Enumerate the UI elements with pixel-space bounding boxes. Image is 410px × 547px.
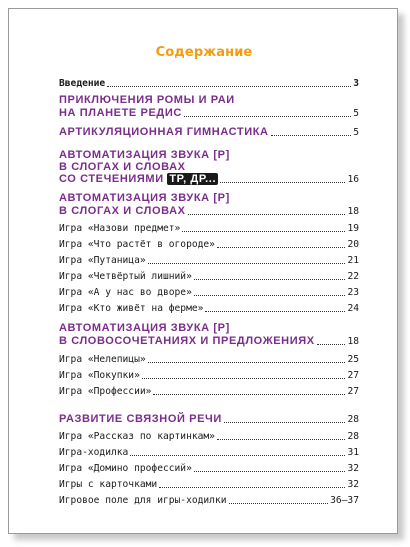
toc-entry <box>59 428 359 443</box>
section-heading-row <box>59 171 359 186</box>
section-heading: В СЛОВОСОЧЕТАНИЯХ И ПРЕДЛОЖЕНИЯХ <box>59 335 315 347</box>
toc-entry <box>59 268 359 283</box>
toc-entry-page: 22 <box>347 271 359 282</box>
section-heading: В СЛОГАХ И СЛОВАХ <box>59 161 186 173</box>
toc-entry <box>59 444 359 459</box>
toc-entry <box>59 351 359 366</box>
dot-leader <box>184 116 351 117</box>
section-heading-text: СО СТЕЧЕНИЯМИ <box>59 173 164 185</box>
dot-leader <box>205 311 345 312</box>
dot-leader <box>142 378 346 379</box>
toc-entry-page: 27 <box>347 386 359 397</box>
dot-leader <box>194 279 346 280</box>
section-heading: РАЗВИТИЕ СВЯЗНОЙ РЕЧИ <box>59 413 222 425</box>
toc-entry-page: 27 <box>347 370 359 381</box>
toc-entry-page: 36—37 <box>330 495 359 506</box>
dot-leader <box>271 135 352 136</box>
toc-entry <box>59 236 359 251</box>
toc-entry-label: Игровое поле для игры-ходилки <box>59 495 227 506</box>
dot-leader <box>217 439 345 440</box>
section-heading: АВТОМАТИЗАЦИЯ ЗВУКА [Р] <box>59 192 230 204</box>
toc-entry <box>59 220 359 235</box>
toc-entry <box>59 492 359 507</box>
toc-page <box>8 8 398 534</box>
toc-entry <box>59 476 359 491</box>
toc-entry <box>59 460 359 475</box>
section-heading <box>59 173 218 186</box>
dot-leader <box>317 344 346 345</box>
toc-entry-label: Игра «Путаница» <box>59 255 146 266</box>
toc-entry-page: 31 <box>347 447 359 458</box>
dot-leader <box>107 86 351 87</box>
dot-leader <box>188 214 346 215</box>
section-heading: АВТОМАТИЗАЦИЯ ЗВУКА [Р] <box>59 322 230 334</box>
toc-entry-label: Игра «Кто живёт на ферме» <box>59 303 204 314</box>
toc-entry-page: 28 <box>347 414 359 425</box>
toc-entry <box>59 300 359 315</box>
toc-title: Содержание <box>155 45 253 60</box>
toc-entry-label: Игра «Что растёт в огороде» <box>59 239 215 250</box>
toc-entry-page: 18 <box>347 336 359 347</box>
toc-entry-label: Игра «Четвёртый лишний» <box>59 271 192 282</box>
toc-entry-page: 28 <box>347 431 359 442</box>
toc-entry-label: Игра «Домино профессий» <box>59 463 192 474</box>
highlight-label: ТР, ДР... <box>169 173 217 185</box>
toc-entry-page: 24 <box>347 303 359 314</box>
dot-leader <box>159 487 345 488</box>
section-heading-row <box>59 411 359 426</box>
toc-entry-label: Игра «Профессии» <box>59 386 152 397</box>
toc-entry <box>59 383 359 398</box>
toc-entry-label: Введение <box>59 78 106 89</box>
toc-entry-page: 16 <box>347 174 359 185</box>
toc-entry-label: Игра «Нелепицы» <box>59 354 146 365</box>
toc-entry-page: 3 <box>353 78 359 89</box>
dot-leader <box>224 422 346 423</box>
toc-entry <box>59 252 359 267</box>
toc-entry-label: Игра «Покупки» <box>59 370 140 381</box>
section-heading-row <box>59 333 359 348</box>
toc-entry-page: 19 <box>347 223 359 234</box>
dot-leader <box>194 471 346 472</box>
dot-leader <box>194 295 346 296</box>
dot-leader <box>130 455 345 456</box>
dot-leader <box>229 503 329 504</box>
toc-entry-page: 32 <box>347 463 359 474</box>
toc-entry <box>59 367 359 382</box>
section-heading: АВТОМАТИЗАЦИЯ ЗВУКА [Р] <box>59 149 230 161</box>
toc-entry-page: 5 <box>353 127 359 138</box>
section-heading-row <box>59 203 359 218</box>
toc-entry-page: 5 <box>353 108 359 119</box>
section-heading: В СЛОГАХ И СЛОВАХ <box>59 205 186 217</box>
toc-entry-intro <box>59 75 359 90</box>
dot-leader <box>182 231 345 232</box>
toc-entry-page: 20 <box>347 239 359 250</box>
dot-leader <box>220 182 345 183</box>
toc-entry-label: Игра-ходилка <box>59 447 129 458</box>
dot-leader <box>148 362 346 363</box>
toc-entry <box>59 284 359 299</box>
section-heading: АРТИКУЛЯЦИОННАЯ ГИМНАСТИКА <box>59 126 269 138</box>
toc-entry-page: 21 <box>347 255 359 266</box>
toc-entry-label: Игры с карточками <box>59 479 158 490</box>
dot-leader <box>148 263 346 264</box>
toc-entry-page: 25 <box>347 354 359 365</box>
section-heading: НА ПЛАНЕТЕ РЕДИС <box>59 107 182 119</box>
toc-entry-page: 23 <box>347 287 359 298</box>
toc-entry-page: 18 <box>347 206 359 217</box>
toc-entry-label: Игра «Назови предмет» <box>59 223 181 234</box>
dot-leader <box>153 394 345 395</box>
section-heading: ПРИКЛЮЧЕНИЯ РОМЫ И РАИ <box>59 94 235 106</box>
dot-leader <box>217 247 345 248</box>
section-heading-row <box>59 124 359 139</box>
toc-entry-label: Игра «А у нас во дворе» <box>59 287 192 298</box>
toc-entry-page: 32 <box>347 479 359 490</box>
section-heading-row <box>59 105 359 120</box>
toc-entry-label: Игра «Рассказ по картинкам» <box>59 431 215 442</box>
